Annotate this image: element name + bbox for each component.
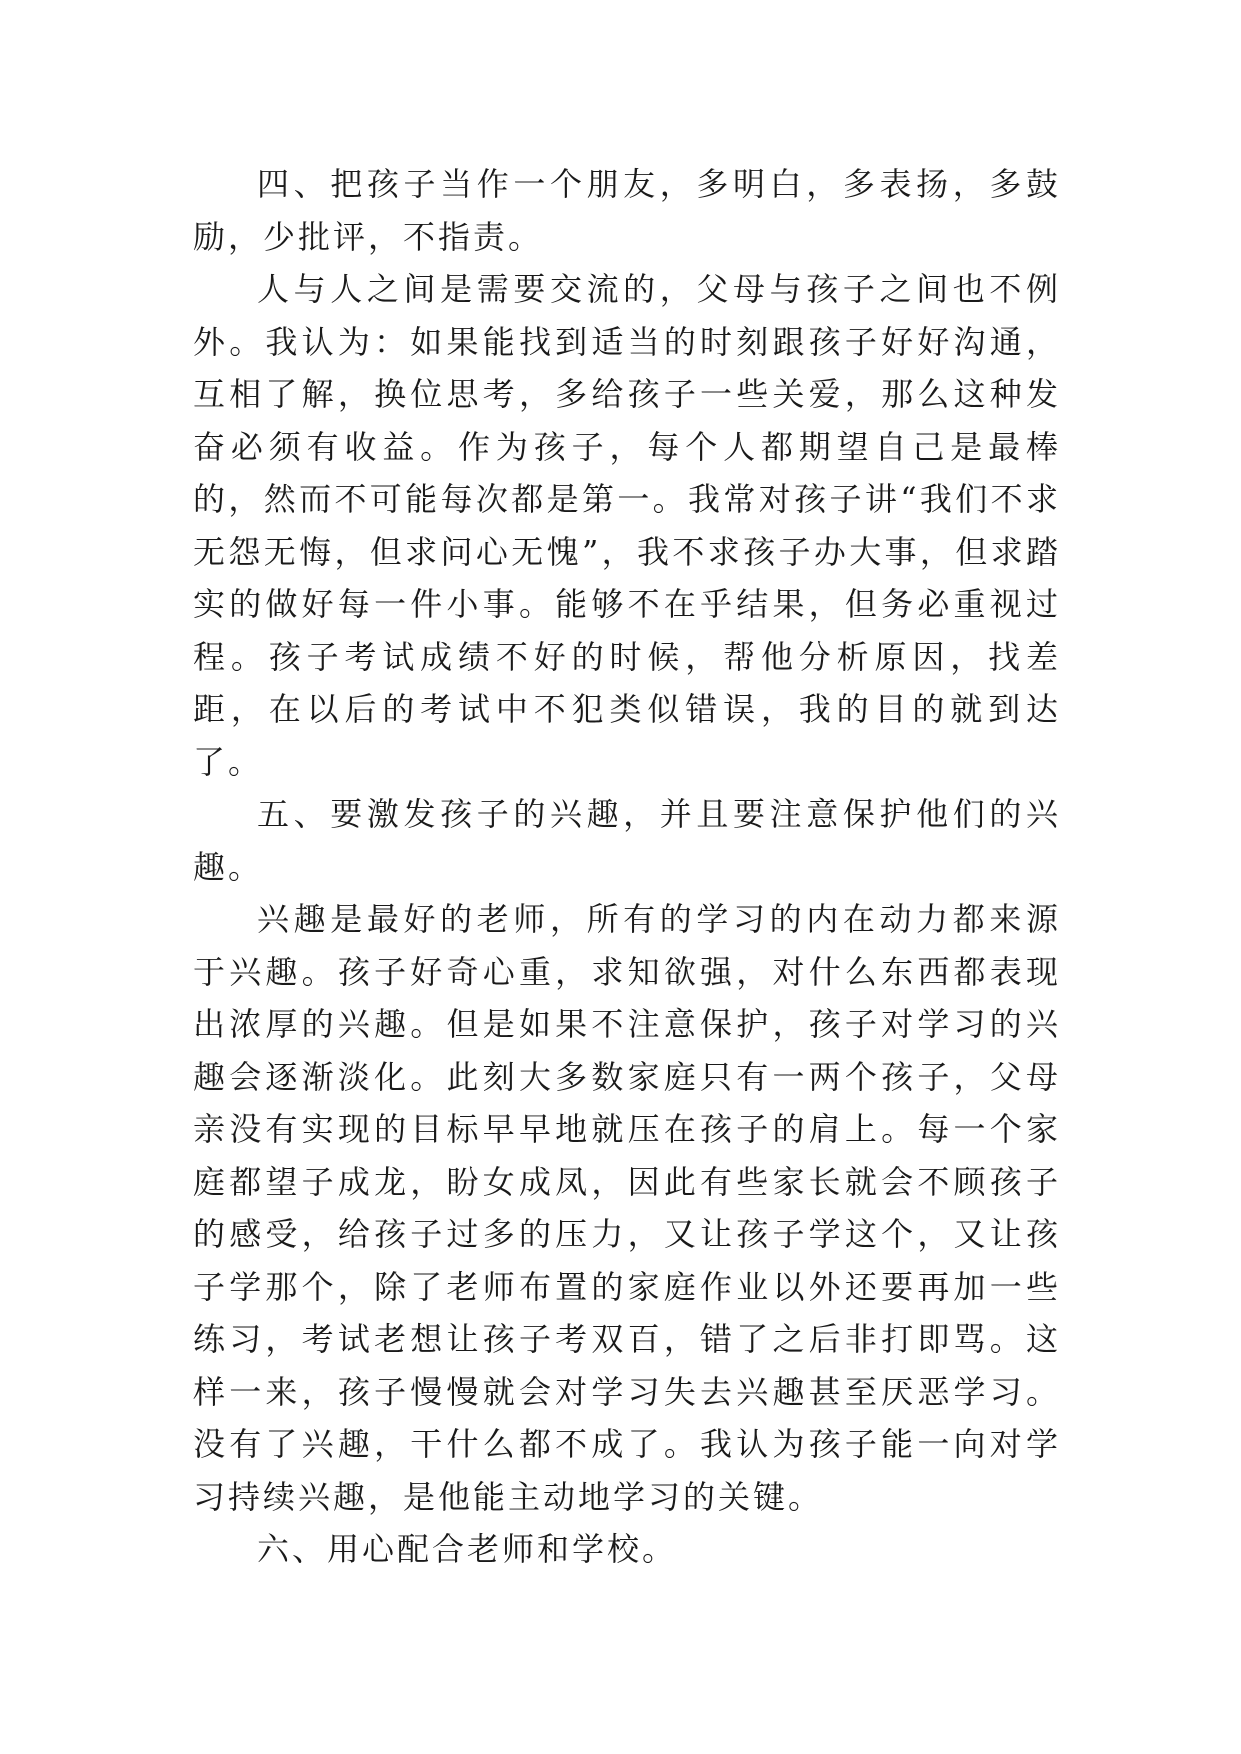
heading-four: 四、把孩子当作一个朋友，多明白，多表扬，多鼓励，少批评，不指责。 <box>193 165 1061 256</box>
document-body <box>193 158 1061 1576</box>
paragraph-interest: 兴趣是最好的老师，所有的学习的内在动力都来源于兴趣。孩子好奇心重，求知欲强，对什么东西都表现出浓厚的兴趣。但是如果不注意保护，孩子对学习的兴趣会逐渐淡化。此刻大多数家庭只有一两个孩子，父母亲没有实现的目标早早地就压在孩子的肩上。每一个家庭都望子成龙，盼女成凤，因此有些家长就会不顾孩子的感受，给孩子过多的压力，又让孩子学这个，又让孩子学那个，除了老师布置的家庭作业以外还要再加一些练习，考试老想让孩子考双百，错了之后非打即骂。这样一来，孩子慢慢就会对学习失去兴趣甚至厌恶学习。没有了兴趣，干什么都不成了。我认为孩子能一向对学习持续兴趣，是他能主动地学习的关键。 <box>193 900 1061 1516</box>
heading-five: 五、要激发孩子的兴趣，并且要注意保护他们的兴趣。 <box>193 795 1061 886</box>
heading-six: 六、用心配合老师和学校。 <box>257 1530 678 1568</box>
paragraph-communication: 人与人之间是需要交流的，父母与孩子之间也不例外。我认为：如果能找到适当的时刻跟孩子好好沟通，互相了解，换位思考，多给孩子一些关爱，那么这种发奋必须有收益。作为孩子，每个人都期望自己是最棒的，然而不可能每次都是第一。我常对孩子讲“我们不求无怨无悔，但求问心无愧”，我不求孩子办大事，但求踏实的做好每一件小事。能够不在乎结果，但务必重视过程。孩子考试成绩不好的时候，帮他分析原因，找差距，在以后的考试中不犯类似错误，我的目的就到达了。 <box>193 270 1061 781</box>
